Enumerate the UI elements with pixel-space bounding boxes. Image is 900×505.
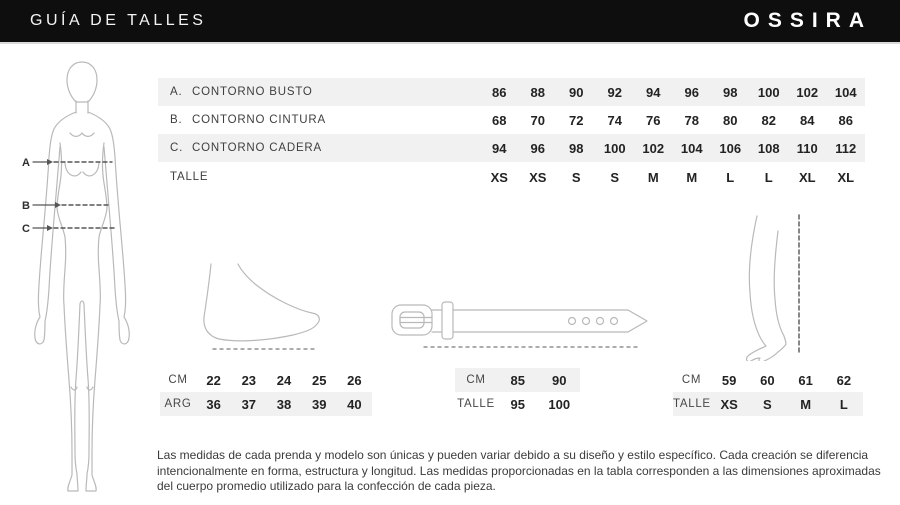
size-value: 92 xyxy=(607,84,622,100)
size-value: 102 xyxy=(796,84,819,100)
size-value: 94 xyxy=(646,84,661,100)
row-label: ARG xyxy=(164,398,192,410)
size-value: XS xyxy=(720,396,738,412)
row-label: TALLE xyxy=(457,398,495,410)
size-value: 110 xyxy=(796,140,818,156)
row-label: CONTORNO CINTURA xyxy=(192,114,326,126)
size-value: 94 xyxy=(492,140,507,156)
row-label: CM xyxy=(681,374,702,386)
size-value: 86 xyxy=(838,112,853,128)
size-value: L xyxy=(839,396,848,412)
size-value: 70 xyxy=(530,112,545,128)
size-value: 84 xyxy=(800,112,815,128)
page-title: GUÍA DE TALLES xyxy=(30,12,207,29)
row-label: CM xyxy=(466,374,486,386)
row-label: TALLE xyxy=(170,171,209,183)
size-value: S xyxy=(571,169,581,185)
size-value: 96 xyxy=(530,140,545,156)
table-row-talle xyxy=(455,392,580,416)
size-value: 86 xyxy=(492,84,507,100)
size-value: 95 xyxy=(510,396,525,412)
size-value: 24 xyxy=(276,372,292,388)
marker-a-label: A xyxy=(22,157,30,169)
marker-b-label: B xyxy=(22,200,30,212)
table-row-cm xyxy=(673,368,863,392)
size-value: 37 xyxy=(241,396,257,412)
size-value: 80 xyxy=(723,112,738,128)
size-value: 90 xyxy=(552,372,567,388)
size-value: 72 xyxy=(569,112,584,128)
size-value: 98 xyxy=(569,140,584,156)
table-row-cm xyxy=(455,368,580,392)
size-value: 76 xyxy=(646,112,661,128)
size-value: L xyxy=(726,169,735,185)
table-row-cadera xyxy=(158,134,865,162)
size-value: XL xyxy=(798,169,816,185)
table-row-arg xyxy=(160,392,372,416)
size-value: 61 xyxy=(798,372,813,388)
size-value: 85 xyxy=(510,372,525,388)
size-value: 40 xyxy=(347,396,362,412)
size-value: 38 xyxy=(276,396,292,412)
size-value: 108 xyxy=(757,140,780,156)
size-value: S xyxy=(763,396,772,412)
header-bar xyxy=(0,0,900,44)
size-value: 106 xyxy=(719,140,742,156)
marker-c-label: C xyxy=(22,223,30,235)
size-value: XS xyxy=(529,169,547,185)
size-value: 104 xyxy=(834,84,857,100)
size-value: 100 xyxy=(603,140,626,156)
size-value: XS xyxy=(490,169,508,185)
size-value: 98 xyxy=(723,84,738,100)
table-row-talle xyxy=(673,392,863,416)
size-value: XL xyxy=(837,169,855,185)
table-row-talle xyxy=(158,162,865,192)
size-value: 36 xyxy=(206,396,221,412)
row-label: CONTORNO BUSTO xyxy=(192,86,313,98)
row-label: TALLE xyxy=(673,398,711,410)
size-value: 100 xyxy=(757,84,780,100)
size-value: 39 xyxy=(311,396,327,412)
sleeve-size-table xyxy=(673,368,863,416)
size-value: 112 xyxy=(835,140,857,156)
size-value: 96 xyxy=(684,84,699,100)
table-row-busto xyxy=(158,78,865,106)
measurement-disclaimer: Las medidas de cada prenda y modelo son únicas y pueden variar debido a su diseño y estilo específico. Cada creación se diferencia intencionalmente en forma, estructura y longitud. Las medidas proporcionadas en la tabla corresponden a las dimensiones aproximadas del cuerpo promedio utilizado para la confección de cada pieza. xyxy=(157,448,881,493)
size-value: 74 xyxy=(607,112,622,128)
size-table xyxy=(158,78,865,192)
size-value: 26 xyxy=(347,372,362,388)
size-value: M xyxy=(800,396,812,412)
row-key: A. xyxy=(170,86,183,98)
foot-illustration xyxy=(195,262,330,354)
shoe-size-table xyxy=(160,368,372,416)
size-value: 78 xyxy=(684,112,699,128)
size-value: 68 xyxy=(492,112,507,128)
size-value: 25 xyxy=(311,372,327,388)
size-value: 60 xyxy=(760,372,775,388)
female-body-illustration xyxy=(14,55,154,495)
size-value: 62 xyxy=(836,372,852,388)
size-value: 23 xyxy=(241,372,257,388)
size-value: 102 xyxy=(642,140,665,156)
size-value: M xyxy=(647,169,659,185)
belt-size-table xyxy=(455,368,580,416)
table-row-cm xyxy=(160,368,372,392)
size-value: 100 xyxy=(548,396,571,412)
size-value: 88 xyxy=(530,84,545,100)
size-value: 104 xyxy=(680,140,703,156)
belt-illustration xyxy=(388,296,653,354)
arm-illustration xyxy=(715,211,815,361)
size-value: 59 xyxy=(721,372,737,388)
size-value: 22 xyxy=(206,372,221,388)
table-row-cintura xyxy=(158,106,865,134)
row-key: B. xyxy=(170,114,183,126)
row-key: C. xyxy=(170,142,184,154)
row-label: CONTORNO CADERA xyxy=(192,142,322,154)
size-value: M xyxy=(686,169,698,185)
size-value: S xyxy=(610,169,620,185)
size-value: L xyxy=(764,169,773,185)
size-value: 82 xyxy=(761,112,776,128)
brand-logo: OSSIRA xyxy=(743,9,872,32)
row-label: CM xyxy=(168,374,188,386)
size-value: 90 xyxy=(569,84,584,100)
